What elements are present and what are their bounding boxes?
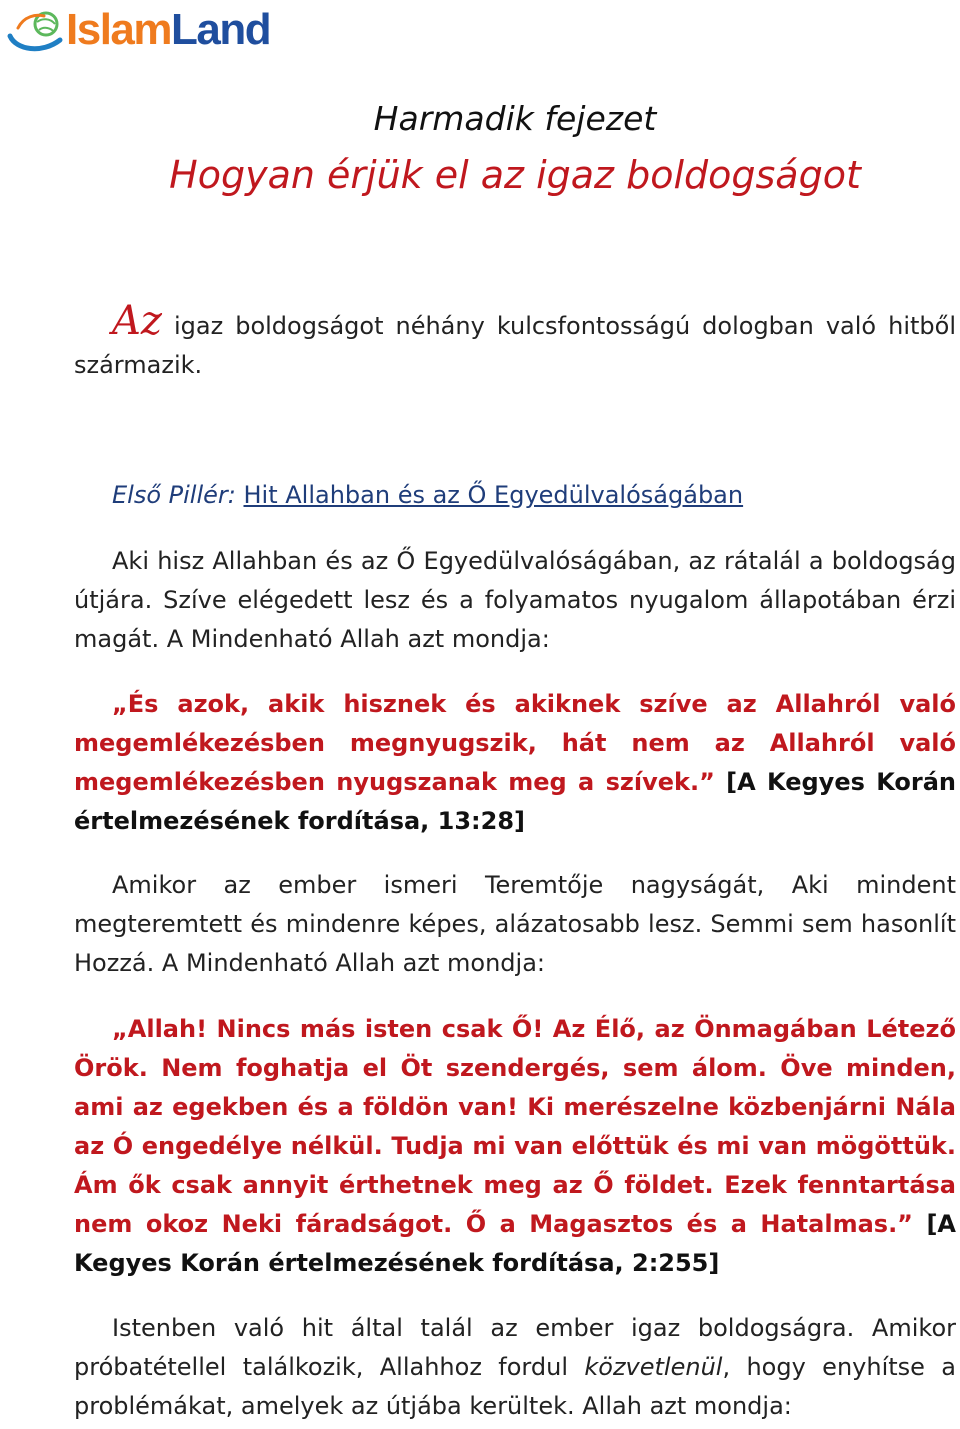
paragraph-1-text-b: Szíve elégedett lesz és a folyamatos nyugalom állapotában érzi magát. xyxy=(74,586,957,653)
pillar-link[interactable]: Hit Allahban és az Ő Egyedülvalóságában xyxy=(243,481,744,509)
chapter-heading: Harmadik fejezet xyxy=(373,99,657,138)
globe-swoosh-icon xyxy=(6,6,64,54)
intro-paragraph xyxy=(74,298,956,385)
site-logo[interactable] xyxy=(6,4,270,56)
page-title: Hogyan érjük el az igaz boldogságot xyxy=(169,153,861,197)
quote-2-reference: [A Kegyes Korán értelmezésének fordítása, 2:255] xyxy=(74,1210,956,1277)
paragraph-2-text-a: Amikor az ember ismeri Teremtője nagyságát, Aki mindent megteremtett és mindenre képes, alázatosabb lesz. xyxy=(74,871,956,938)
logo-text-islam: Islam xyxy=(66,5,172,54)
paragraph-1-text-c: A Mindenható Allah azt mondja: xyxy=(166,625,550,653)
quote-2 xyxy=(74,1010,956,1283)
paragraph-2-text-c: A Mindenható Allah azt mondja: xyxy=(161,949,545,977)
quote-1-reference: [A Kegyes Korán értelmezésének fordítása, 13:28] xyxy=(74,768,956,835)
paragraph-2-text-b: Semmi sem hasonlít Hozzá. xyxy=(74,910,956,977)
paragraph-2 xyxy=(74,866,956,983)
logo-text-land: Land xyxy=(171,5,271,54)
intro-text: igaz boldogságot néhány kulcsfontosságú dologban való hitből származik. xyxy=(74,312,956,379)
paragraph-3-text-b: , hogy enyhítse a problémákat, amelyek az útjába kerültek. Allah azt mondja: xyxy=(74,1353,957,1420)
paragraph-1-text-a: Aki hisz Allahban és az Ő Egyedülvalóságában, az rátalál a boldogság útjára. xyxy=(74,547,956,614)
quote-1-text: „És azok, akik hisznek és akiknek szíve az Allahról való megemlékezésben megnyugszik, hát nem az Allahról való megemlékezésben nyugszanak meg a szívek.” xyxy=(74,690,956,796)
drop-cap: Az xyxy=(112,298,162,344)
quote-1 xyxy=(74,685,956,841)
paragraph-3 xyxy=(74,1309,956,1426)
logo-wordmark xyxy=(66,4,270,56)
paragraph-3-text-a: Istenben való hit által talál az ember igaz boldogságra. Amikor próbatétellel találkozik, Allahhoz fordul xyxy=(74,1314,956,1381)
pillar-label: Első Pillér: xyxy=(112,481,244,509)
paragraph-1 xyxy=(74,542,956,659)
paragraph-3-emphasis: közvetlenül xyxy=(584,1353,723,1381)
pillar-heading xyxy=(74,476,956,515)
quote-2-text: „Allah! Nincs más isten csak Ő! Az Élő, az Önmagában Létező Örök. Nem foghatja el Öt szendergés, sem álom. Öve minden, ami az egekben és a földön van! Ki merészelne közbenjárni Nála az Ó engedélye nélkül. Tudja mi van előttük és mi van mögöttük. Ám ők csak annyit érthetnek meg az Ő földet. Ezek fenntartása nem okoz Neki fáradságot. Ő a Magasztos és a Hatalmas.” xyxy=(74,1015,956,1238)
